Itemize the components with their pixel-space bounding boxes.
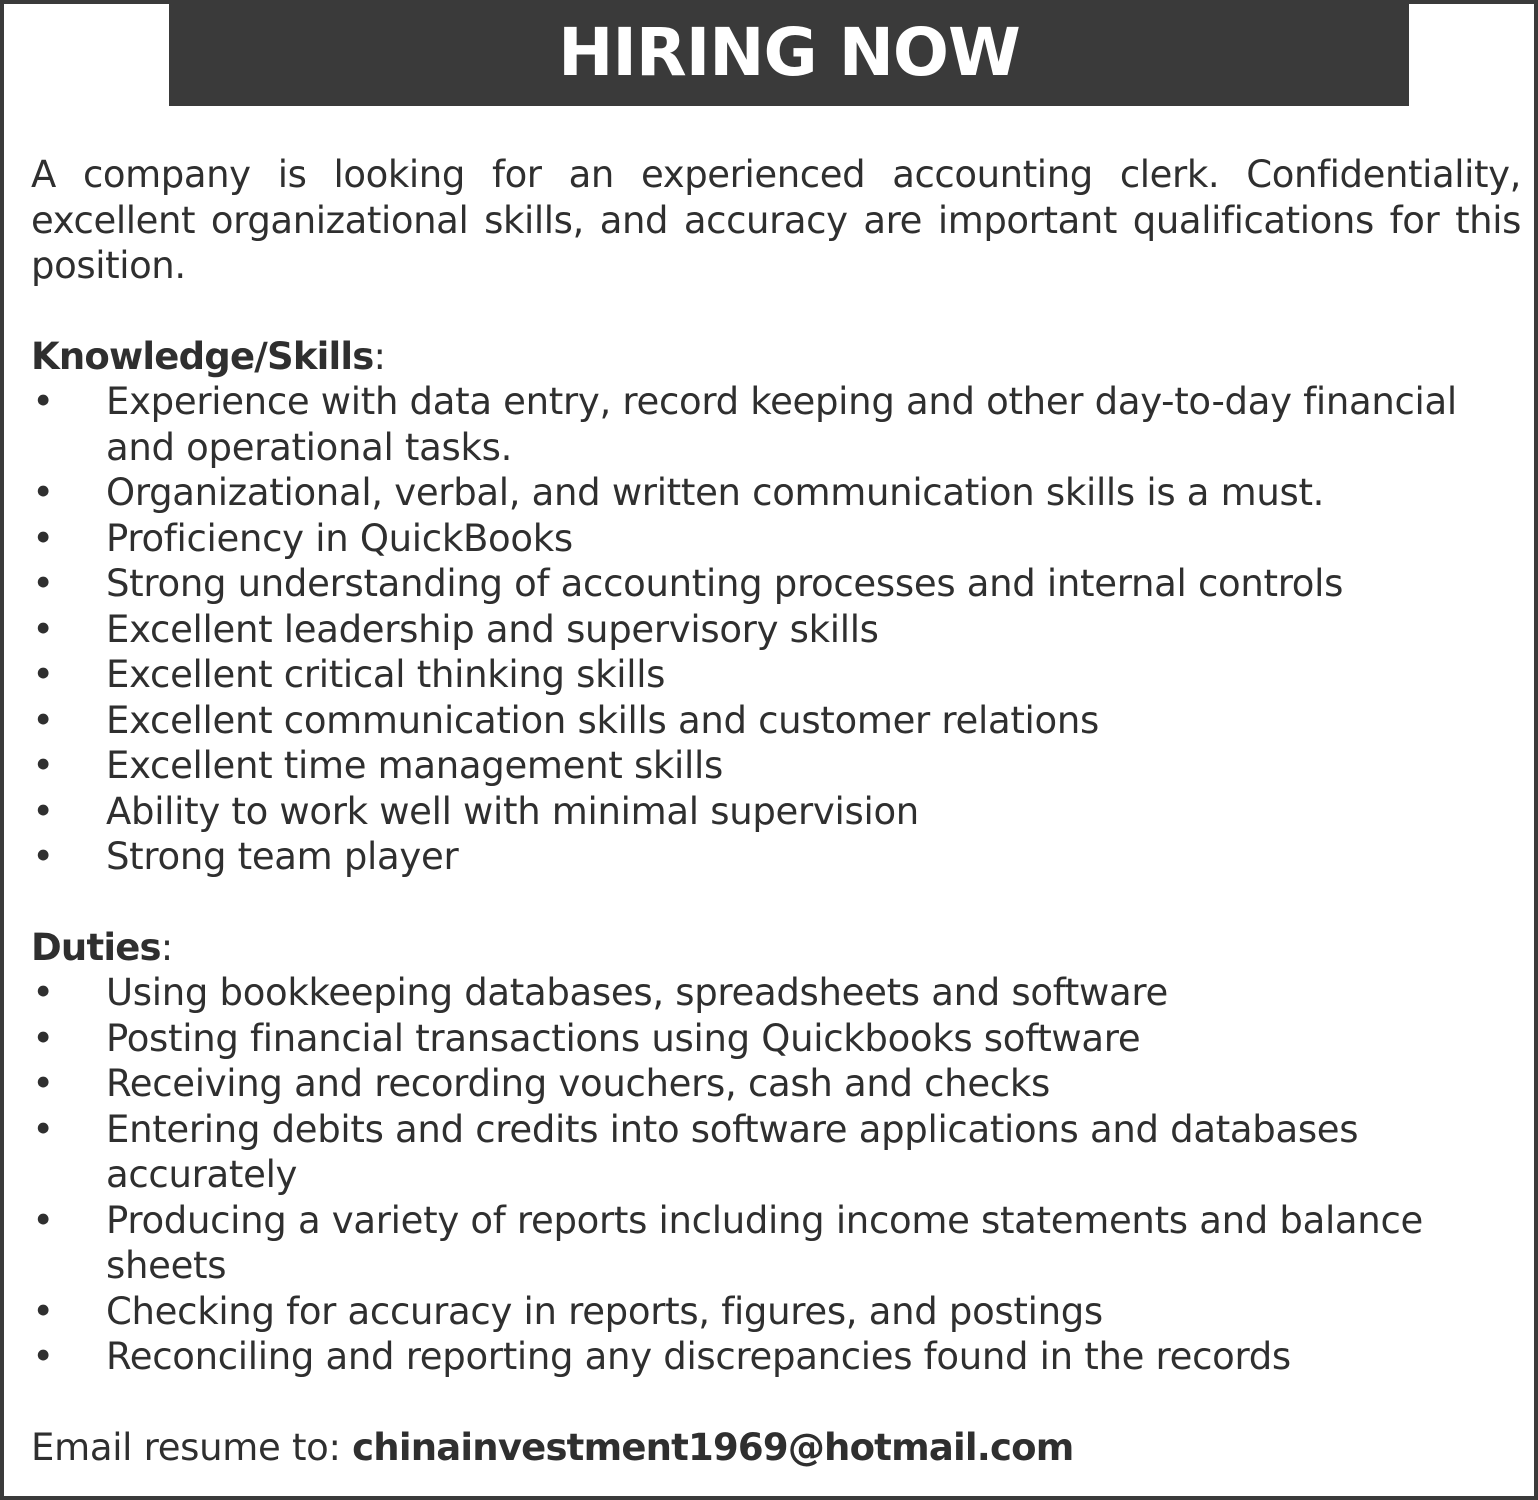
- list-item-text: Entering debits and credits into software applications and databases accurately: [106, 1107, 1359, 1196]
- list-item-text: Posting financial transactions using Quickbooks software: [106, 1016, 1141, 1060]
- bullet-icon: •: [32, 1062, 54, 1105]
- list-item: [31, 1107, 1521, 1198]
- list-item-text: Excellent communication skills and customer relations: [106, 698, 1099, 742]
- list-item-text: Ability to work well with minimal supervision: [106, 789, 919, 833]
- bullet-icon: •: [32, 380, 54, 423]
- list-item-text: Producing a variety of reports including income statements and balance sheets: [106, 1198, 1423, 1287]
- list-item-text: Excellent critical thinking skills: [106, 653, 666, 696]
- skills-heading: [31, 334, 1521, 380]
- skills-list: [31, 379, 1521, 880]
- bullet-icon: •: [32, 1289, 54, 1333]
- list-item-text: Experience with data entry, record keeping and other day-to-day financial and operational tasks.: [106, 380, 1457, 469]
- bullet-icon: •: [32, 789, 54, 833]
- duties-heading-label: Duties: [31, 925, 161, 969]
- list-item: [31, 1289, 1521, 1335]
- list-item: [31, 1198, 1521, 1289]
- list-item-text: Proficiency in QuickBooks: [106, 516, 573, 560]
- list-item-text: Reconciling and reporting any discrepancies found in the records: [106, 1335, 1291, 1378]
- banner-title: HIRING NOW: [558, 14, 1020, 91]
- bullet-icon: •: [32, 653, 54, 696]
- bullet-icon: •: [32, 1198, 54, 1242]
- bullet-icon: •: [32, 607, 54, 651]
- list-item: [31, 970, 1521, 1016]
- list-item: [31, 1334, 1521, 1380]
- list-item: [31, 789, 1521, 835]
- duties-heading-colon: :: [160, 925, 173, 969]
- list-item: [31, 698, 1521, 744]
- hiring-banner: [169, 4, 1409, 106]
- list-item: [31, 470, 1521, 516]
- bullet-icon: •: [32, 835, 54, 878]
- list-item-text: Using bookkeeping databases, spreadsheets and software: [106, 971, 1168, 1014]
- duties-list: [31, 970, 1521, 1380]
- list-item: [31, 743, 1521, 789]
- bullet-icon: •: [32, 562, 54, 605]
- list-item: [31, 516, 1521, 562]
- list-item: [31, 652, 1521, 698]
- list-item: [31, 561, 1521, 607]
- list-item-text: Excellent time management skills: [106, 744, 723, 787]
- bullet-icon: •: [32, 471, 54, 514]
- contact-line: [31, 1425, 1521, 1471]
- list-item-text: Organizational, verbal, and written communication skills is a must.: [106, 471, 1325, 514]
- bullet-icon: •: [32, 971, 54, 1014]
- list-item-text: Strong understanding of accounting processes and internal controls: [106, 562, 1344, 605]
- contact-email: chinainvestment1969@hotmail.com: [352, 1425, 1074, 1469]
- list-item: [31, 1016, 1521, 1062]
- list-item-text: Checking for accuracy in reports, figures, and postings: [106, 1289, 1103, 1333]
- bullet-icon: •: [32, 744, 54, 787]
- list-item: [31, 607, 1521, 653]
- ad-content: [31, 152, 1521, 1470]
- skills-heading-label: Knowledge/Skills: [31, 334, 374, 378]
- list-item: [31, 834, 1521, 880]
- bullet-icon: •: [32, 1335, 54, 1378]
- list-item-text: Strong team player: [106, 835, 459, 878]
- bullet-icon: •: [32, 1107, 54, 1151]
- skills-heading-colon: :: [373, 334, 386, 378]
- bullet-icon: •: [32, 698, 54, 742]
- bullet-icon: •: [32, 516, 54, 560]
- contact-label: Email resume to:: [31, 1425, 353, 1469]
- duties-heading: [31, 925, 1521, 971]
- list-item-text: Excellent leadership and supervisory skills: [106, 607, 879, 651]
- list-item: [31, 1061, 1521, 1107]
- list-item-text: Receiving and recording vouchers, cash and checks: [106, 1062, 1050, 1105]
- bullet-icon: •: [32, 1016, 54, 1060]
- list-item: [31, 379, 1521, 470]
- intro-paragraph: A company is looking for an experienced accounting clerk. Confidentiality, excellent organizational skills, and accuracy are important qualifications for this position.: [31, 153, 1521, 287]
